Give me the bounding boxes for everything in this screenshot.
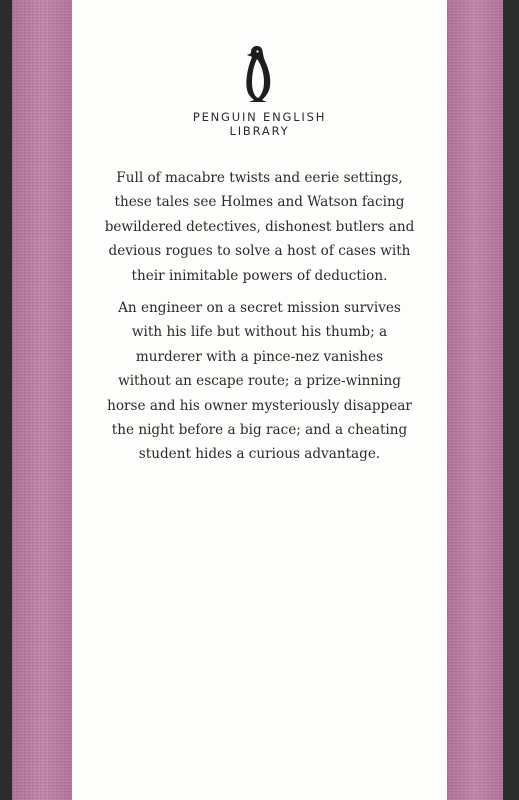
blurb-line: murderer with a pince-nez vanishes	[135, 348, 384, 365]
blurb-line: horse and his owner mysteriously disappear	[107, 397, 412, 414]
blurb-line: these tales see Holmes and Watson facing	[114, 194, 405, 211]
blurb-line: their inimitable powers of deduction.	[131, 267, 388, 284]
right-color-band	[447, 0, 503, 800]
blurb-line: An engineer on a secret mission survives	[118, 300, 401, 316]
left-color-band	[12, 0, 72, 800]
blurb-line: Full of macabre twists and eerie settings,	[116, 170, 403, 186]
penguin-icon	[241, 44, 275, 104]
blurb-line: the night before a big race; and a cheating	[111, 422, 408, 439]
blurb-line: without an escape route; a prize-winning	[118, 373, 401, 390]
blurb-paragraph-1	[100, 166, 419, 288]
blurb-line: student hides a curious advantage.	[138, 446, 381, 463]
blurb-paragraph-2	[100, 296, 419, 467]
imprint-line-2: LIBRARY	[229, 124, 290, 138]
imprint-line-1: PENGUIN ENGLISH	[192, 110, 327, 124]
blurb-line: bewildered detectives, dishonest butlers and	[104, 218, 415, 235]
blurb-line: devious rogues to solve a host of cases with	[108, 243, 411, 260]
blurb-line: with his life but without his thumb; a	[131, 324, 388, 341]
